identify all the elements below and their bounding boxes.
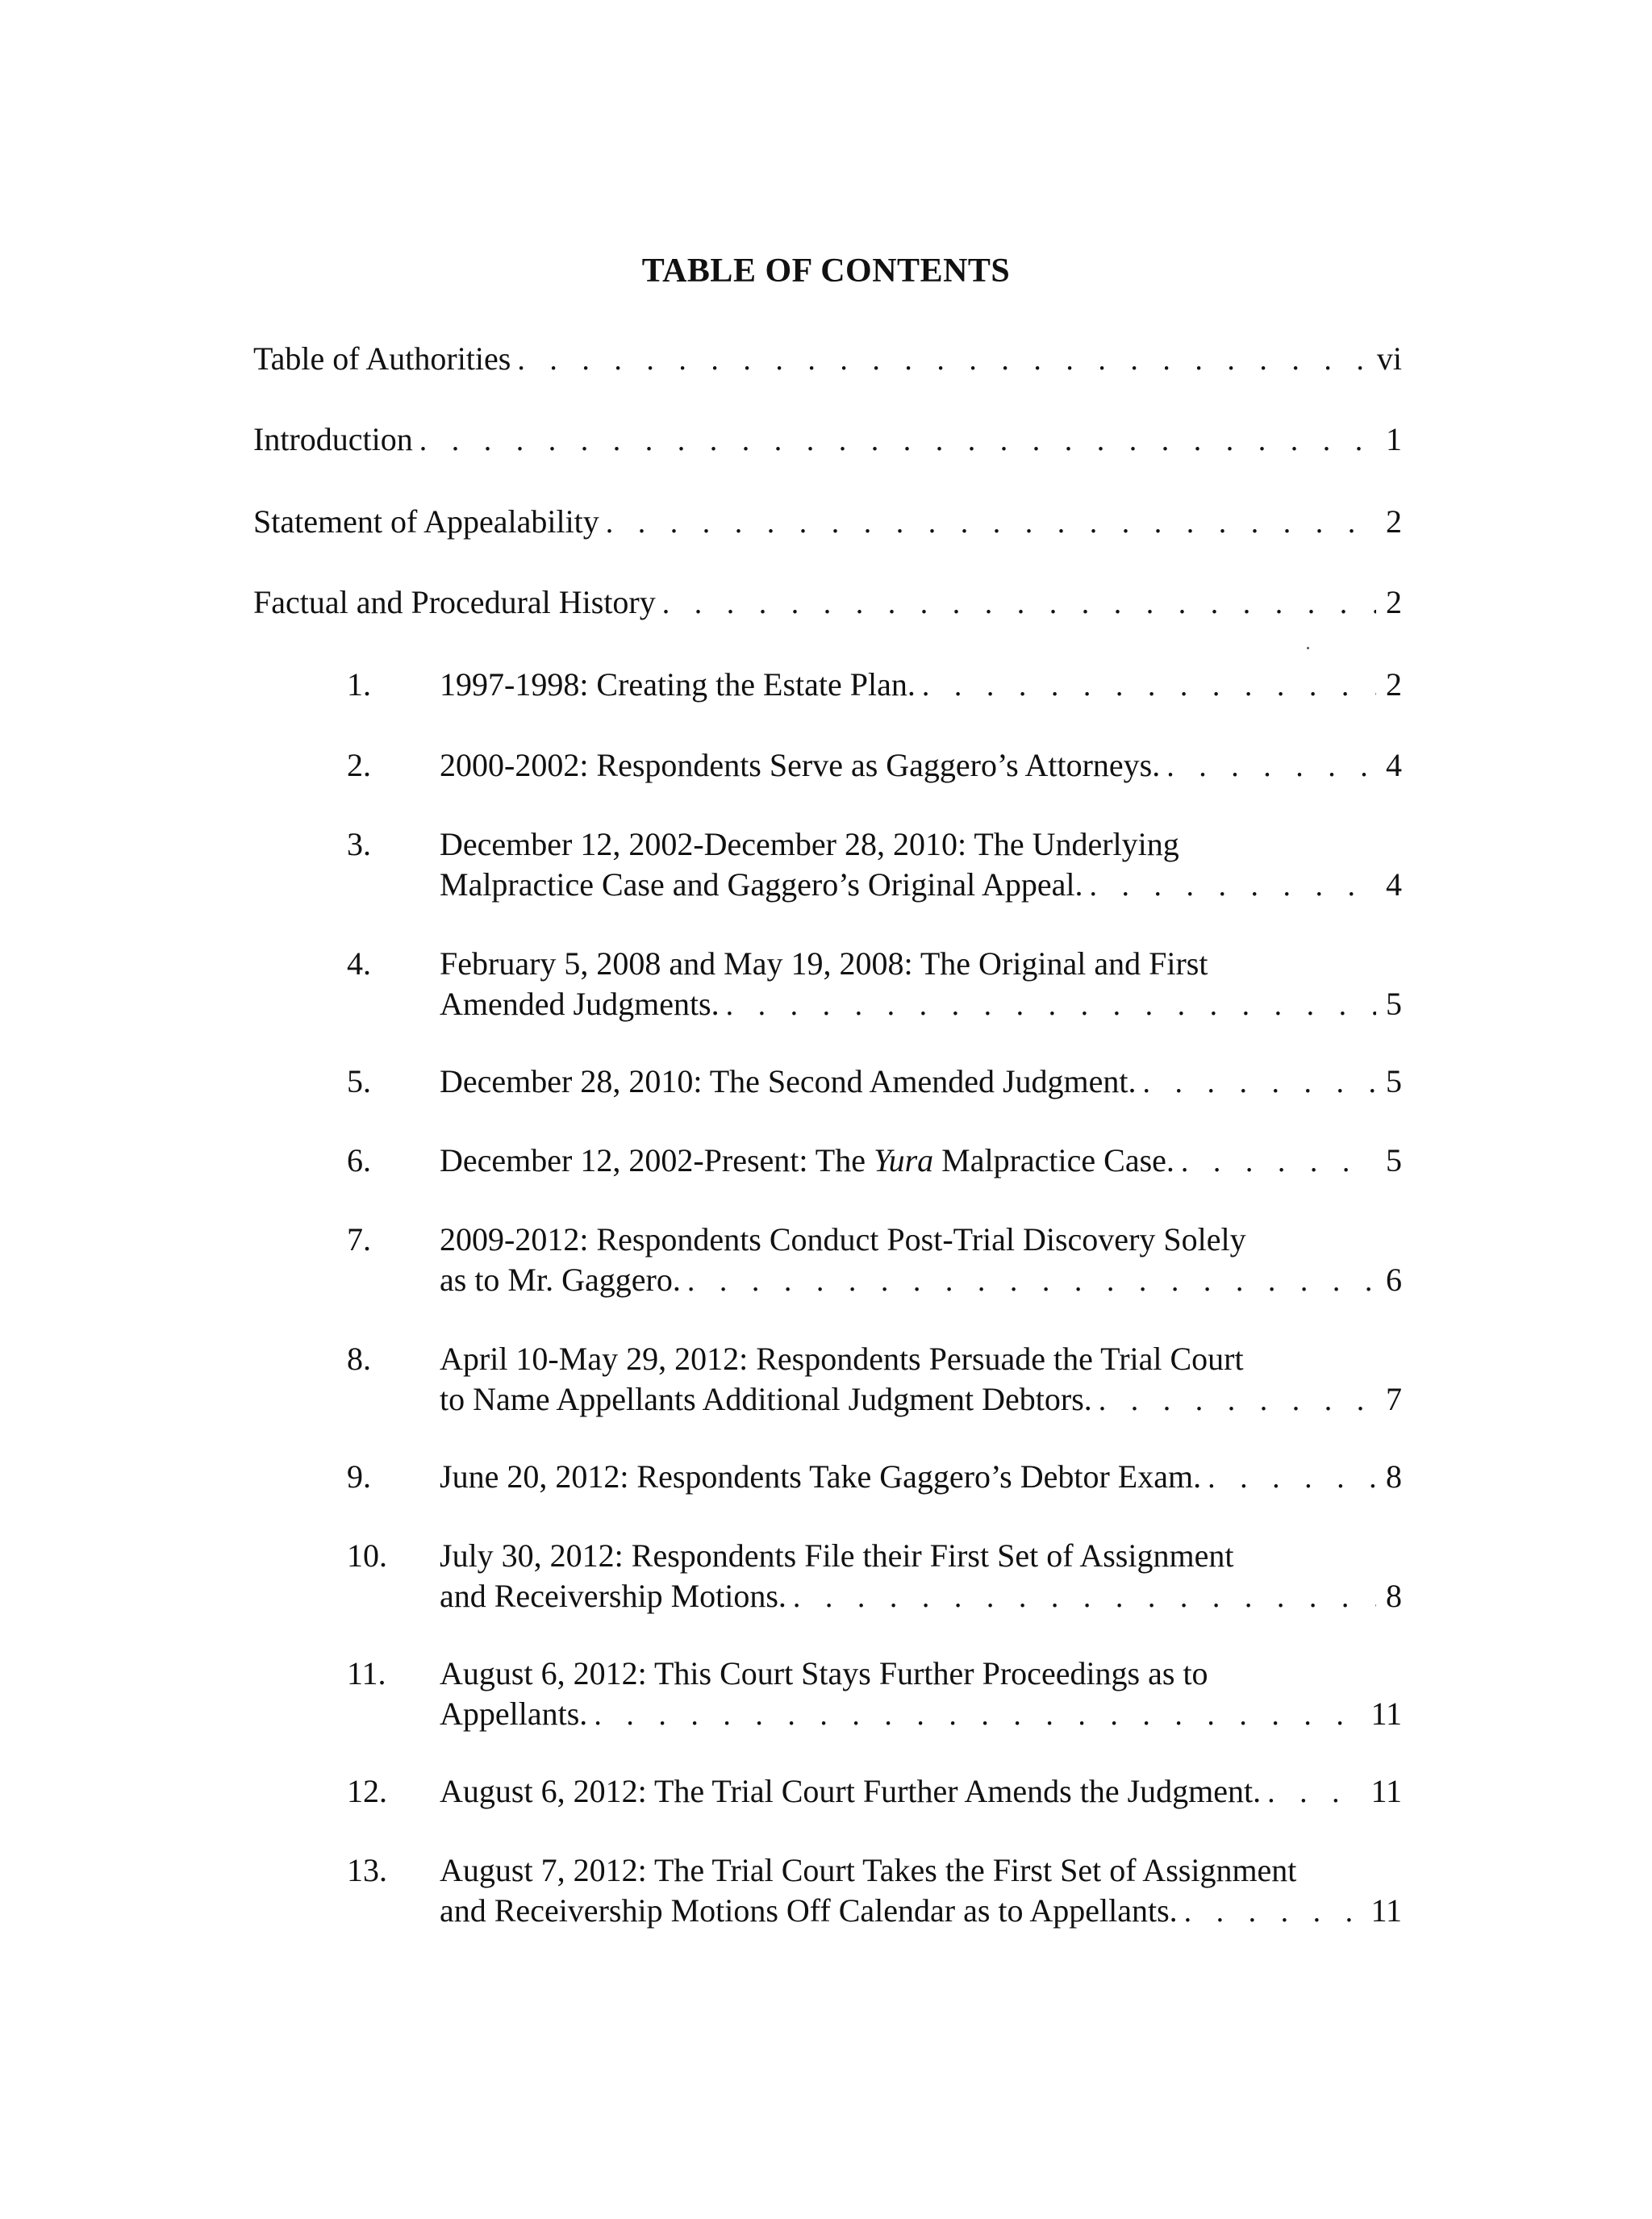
toc-page-number: 4 <box>1386 866 1402 903</box>
dot-leader <box>662 583 1376 624</box>
toc-entry-statement-of-appealability <box>253 502 1402 543</box>
toc-subentry-text-line1: August 6, 2012: This Court Stays Further Proceedings as to <box>440 1655 1208 1691</box>
toc-page-number: 7 <box>1386 1381 1402 1417</box>
dot-leader <box>687 1261 1376 1301</box>
toc-subentry-5 <box>347 1062 1402 1102</box>
dot-leader <box>1267 1772 1366 1812</box>
toc-subentry-number: 11. <box>347 1655 386 1691</box>
dot-leader <box>517 340 1372 380</box>
toc-page-number: 8 <box>1386 1578 1402 1614</box>
toc-subentry-number: 8. <box>347 1341 371 1377</box>
toc-subentry-7 <box>347 1220 1402 1300</box>
toc-subentry-text-post: Malpractice Case. <box>933 1142 1174 1178</box>
dot-leader <box>1143 1062 1376 1103</box>
case-name-italic: Yura <box>874 1142 934 1178</box>
toc-page-number: 6 <box>1386 1262 1402 1298</box>
toc-subentry-number: 3. <box>347 826 371 862</box>
toc-page-number: 5 <box>1386 1063 1402 1099</box>
dot-leader <box>922 665 1376 706</box>
toc-subentry-1 <box>347 665 1402 705</box>
dot-leader <box>1099 1380 1376 1420</box>
toc-entry-text: Introduction <box>253 421 413 457</box>
dot-leader <box>419 420 1376 461</box>
toc-subentry-text-line1: February 5, 2008 and May 19, 2008: The Original and First <box>440 945 1208 982</box>
toc-page-number: 5 <box>1386 986 1402 1022</box>
toc-entry-text: Statement of Appealability <box>253 503 599 540</box>
toc-subentry-text: 2000-2002: Respondents Serve as Gaggero’s Attorneys. <box>440 747 1161 783</box>
toc-subentry-text: June 20, 2012: Respondents Take Gaggero’s Debtor Exam. <box>440 1458 1202 1495</box>
toc-subentry-number: 9. <box>347 1458 371 1495</box>
toc-subentry-text-line1: December 12, 2002-December 28, 2010: The Underlying <box>440 826 1179 862</box>
toc-subentry-text <box>440 1141 1174 1181</box>
toc-subentry-text-pre: December 12, 2002-Present: The <box>440 1142 874 1178</box>
toc-subentry-text: as to Mr. Gaggero. <box>440 1262 681 1298</box>
toc-subentry-11 <box>347 1654 1402 1734</box>
toc-subentry-number: 10. <box>347 1537 387 1574</box>
toc-page-number: 2 <box>1386 503 1402 540</box>
toc-page-number: 1 <box>1386 421 1402 457</box>
scan-speck <box>1307 647 1309 649</box>
toc-subentry-text: to Name Appellants Additional Judgment Debtors. <box>440 1381 1092 1417</box>
toc-page-number: vi <box>1376 340 1402 377</box>
toc-subentry-text-line1: April 10-May 29, 2012: Respondents Persuade the Trial Court <box>440 1341 1244 1377</box>
toc-subentry-text: 1997-1998: Creating the Estate Plan. <box>440 666 916 703</box>
toc-subentry-10 <box>347 1536 1402 1616</box>
dot-leader <box>793 1577 1376 1617</box>
toc-subentry-text: Amended Judgments. <box>440 986 720 1022</box>
toc-page-number: 8 <box>1386 1458 1402 1495</box>
toc-entry-text: Factual and Procedural History <box>253 584 656 620</box>
toc-subentry-text: August 6, 2012: The Trial Court Further Amends the Judgment. <box>440 1773 1262 1809</box>
toc-subentry-text: Appellants. <box>440 1696 588 1732</box>
toc-subentry-number: 5. <box>347 1063 371 1099</box>
toc-subentry-number: 13. <box>347 1852 387 1888</box>
toc-page-number: 4 <box>1386 747 1402 783</box>
dot-leader <box>1166 746 1376 786</box>
toc-subentry-text-line1: August 7, 2012: The Trial Court Takes the First Set of Assignment <box>440 1852 1297 1888</box>
toc-subentry-number: 4. <box>347 945 371 982</box>
toc-subentry-9 <box>347 1457 1402 1497</box>
dot-leader <box>1208 1458 1376 1498</box>
toc-entry-introduction <box>253 419 1402 461</box>
toc-page-number: 11 <box>1370 1696 1402 1732</box>
dot-leader <box>606 503 1376 543</box>
toc-subentry-6 <box>347 1141 1402 1181</box>
toc-entry-text: Table of Authorities <box>253 340 511 377</box>
toc-subentry-text: and Receivership Motions. <box>440 1578 786 1614</box>
dot-leader <box>1090 865 1377 906</box>
toc-entry-table-of-authorities <box>253 339 1402 380</box>
dot-leader <box>726 985 1376 1025</box>
toc-subentry-4 <box>347 944 1402 1024</box>
toc-page-number: 2 <box>1386 584 1402 620</box>
toc-subentry-8 <box>347 1339 1402 1420</box>
dot-leader <box>594 1695 1366 1735</box>
toc-entry-factual-history <box>253 582 1402 624</box>
toc-page-number: 5 <box>1386 1142 1402 1178</box>
toc-subentry-number: 6. <box>347 1142 371 1178</box>
toc-subentry-2 <box>347 745 1402 786</box>
toc-subentry-13 <box>347 1850 1402 1931</box>
toc-subentry-text: December 28, 2010: The Second Amended Judgment. <box>440 1063 1137 1099</box>
toc-subentry-12 <box>347 1771 1402 1812</box>
toc-subentry-number: 12. <box>347 1773 387 1809</box>
toc-subentry-number: 7. <box>347 1221 371 1258</box>
toc-page-number: 11 <box>1370 1773 1402 1809</box>
toc-page-number: 2 <box>1386 666 1402 703</box>
page-title: TABLE OF CONTENTS <box>641 252 1011 290</box>
toc-subentry-text-line1: 2009-2012: Respondents Conduct Post-Trial Discovery Solely <box>440 1221 1246 1258</box>
toc-subentry-number: 1. <box>347 666 371 703</box>
toc-subentry-text: and Receivership Motions Off Calendar as to Appellants. <box>440 1892 1178 1929</box>
toc-page-number: 11 <box>1370 1892 1402 1929</box>
dot-leader <box>1181 1141 1376 1182</box>
dot-leader <box>1184 1892 1366 1932</box>
toc-subentry-text: Malpractice Case and Gaggero’s Original Appeal. <box>440 866 1083 903</box>
toc-subentry-3 <box>347 824 1402 905</box>
toc-subentry-text-line1: July 30, 2012: Respondents File their First Set of Assignment <box>440 1537 1234 1574</box>
toc-subentry-number: 2. <box>347 747 371 783</box>
